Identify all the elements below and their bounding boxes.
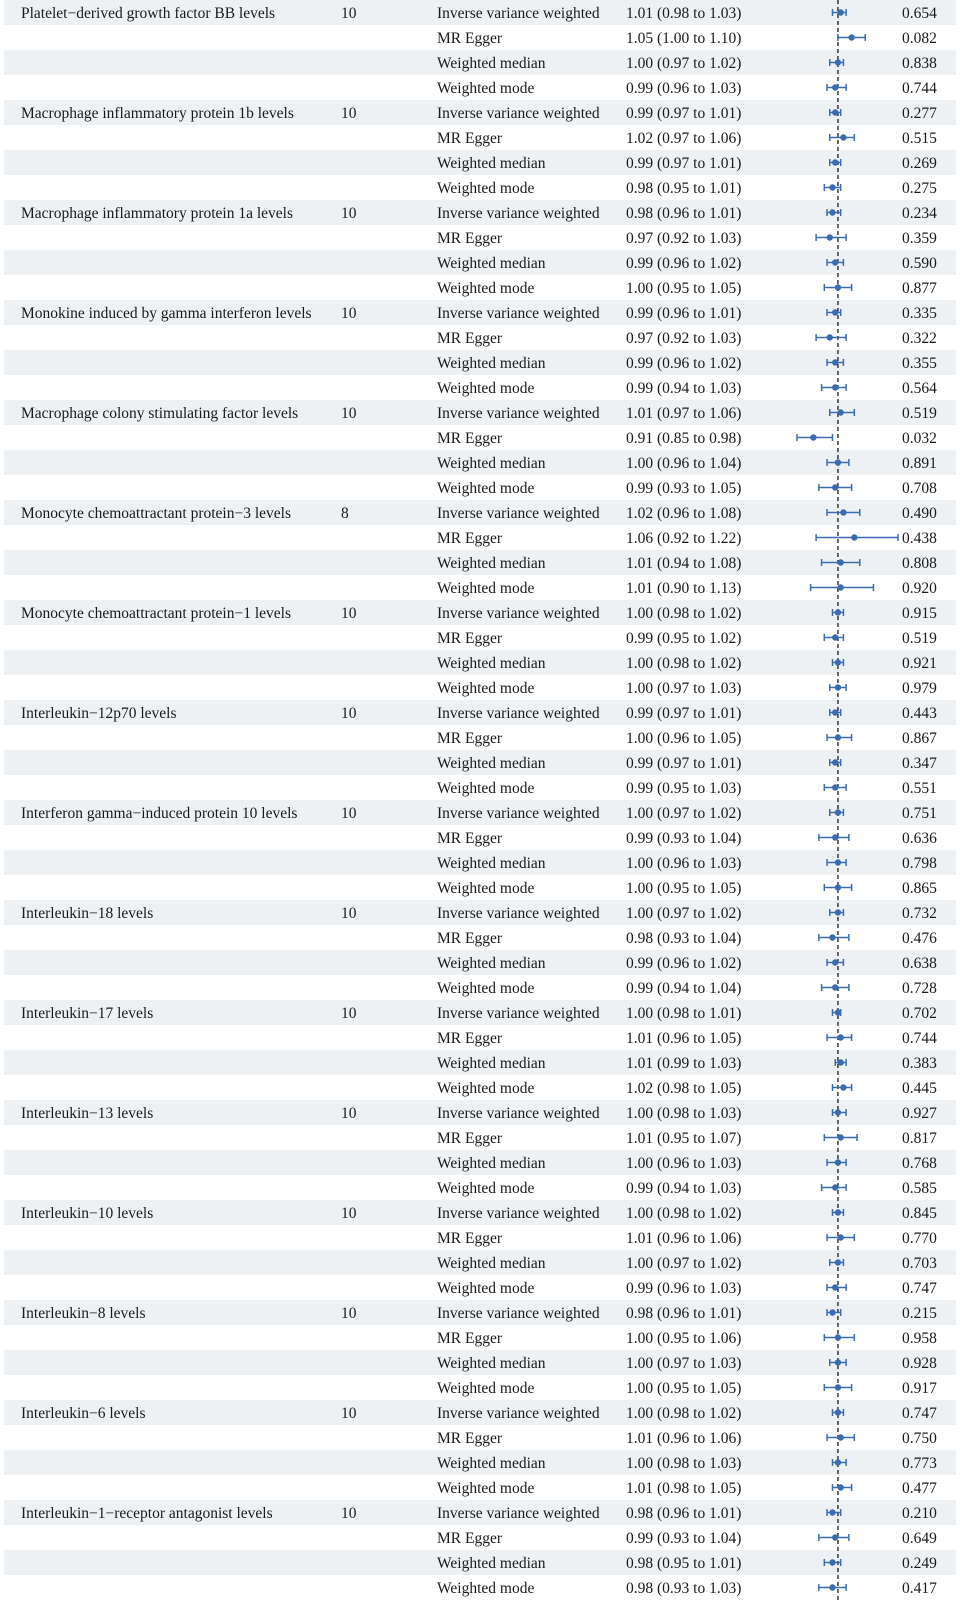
p-value: 0.443 — [902, 705, 937, 722]
method-label: Weighted mode — [437, 180, 535, 197]
method-label: Weighted mode — [437, 1380, 535, 1397]
or-ci-value: 1.00 (0.98 to 1.02) — [626, 1205, 742, 1222]
point-estimate — [832, 759, 838, 765]
point-estimate — [829, 1309, 835, 1315]
method-label: MR Egger — [437, 330, 503, 347]
point-estimate — [832, 109, 838, 115]
p-value: 0.490 — [902, 505, 937, 522]
p-value: 0.838 — [902, 55, 937, 72]
nsnp-value: 10 — [341, 705, 357, 722]
or-ci-value: 1.00 (0.96 to 1.05) — [626, 730, 742, 747]
or-ci-value: 0.99 (0.94 to 1.04) — [626, 980, 742, 997]
or-ci-value: 0.98 (0.95 to 1.01) — [626, 1555, 742, 1572]
p-value: 0.744 — [902, 80, 937, 97]
p-value: 0.773 — [902, 1455, 937, 1472]
p-value: 0.770 — [902, 1230, 937, 1247]
or-ci-value: 1.00 (0.95 to 1.05) — [626, 880, 742, 897]
method-label: Weighted mode — [437, 1080, 535, 1097]
point-estimate — [835, 459, 841, 465]
method-label: Inverse variance weighted — [437, 1505, 600, 1522]
or-ci-value: 0.99 (0.96 to 1.02) — [626, 955, 742, 972]
point-estimate — [837, 559, 843, 565]
or-ci-value: 1.06 (0.92 to 1.22) — [626, 530, 742, 547]
method-label: MR Egger — [437, 1130, 503, 1147]
method-label: Weighted median — [437, 355, 546, 372]
point-estimate — [835, 1334, 841, 1340]
p-value: 0.751 — [902, 805, 937, 822]
or-ci-value: 1.01 (0.98 to 1.03) — [626, 5, 742, 22]
or-ci-value: 1.01 (0.90 to 1.13) — [626, 580, 742, 597]
or-ci-value: 0.99 (0.96 to 1.02) — [626, 355, 742, 372]
point-estimate — [835, 659, 841, 665]
point-estimate — [832, 709, 838, 715]
p-value: 0.515 — [902, 130, 937, 147]
p-value: 0.519 — [902, 405, 937, 422]
or-ci-value: 1.00 (0.95 to 1.05) — [626, 1380, 742, 1397]
method-label: MR Egger — [437, 630, 503, 647]
or-ci-value: 0.99 (0.95 to 1.02) — [626, 630, 742, 647]
or-ci-value: 1.00 (0.95 to 1.05) — [626, 280, 742, 297]
method-label: Inverse variance weighted — [437, 805, 600, 822]
or-ci-value: 0.99 (0.95 to 1.03) — [626, 780, 742, 797]
method-label: Inverse variance weighted — [437, 1405, 600, 1422]
point-estimate — [837, 1134, 843, 1140]
point-estimate — [832, 484, 838, 490]
method-label: Weighted median — [437, 855, 546, 872]
method-label: Weighted mode — [437, 1480, 535, 1497]
method-label: Weighted median — [437, 155, 546, 172]
exposure-label: Interleukin−12p70 levels — [21, 705, 177, 722]
or-ci-value: 1.00 (0.97 to 1.02) — [626, 1255, 742, 1272]
method-label: Weighted mode — [437, 1280, 535, 1297]
or-ci-value: 1.01 (0.98 to 1.05) — [626, 1480, 742, 1497]
point-estimate — [835, 1459, 841, 1465]
point-estimate — [837, 1434, 843, 1440]
exposure-label: Macrophage inflammatory protein 1b levels — [21, 105, 294, 122]
point-estimate — [832, 634, 838, 640]
method-label: MR Egger — [437, 1530, 503, 1547]
p-value: 0.215 — [902, 1305, 937, 1322]
p-value: 0.210 — [902, 1505, 937, 1522]
p-value: 0.798 — [902, 855, 937, 872]
point-estimate — [835, 1009, 841, 1015]
method-label: Weighted mode — [437, 480, 535, 497]
p-value: 0.551 — [902, 780, 937, 797]
or-ci-value: 0.99 (0.94 to 1.03) — [626, 380, 742, 397]
exposure-label: Interleukin−1−receptor antagonist levels — [21, 1505, 273, 1522]
method-label: Inverse variance weighted — [437, 505, 600, 522]
or-ci-value: 1.00 (0.97 to 1.02) — [626, 905, 742, 922]
method-label: Weighted median — [437, 1355, 546, 1372]
point-estimate — [829, 1509, 835, 1515]
or-ci-value: 0.99 (0.96 to 1.03) — [626, 80, 742, 97]
point-estimate — [835, 884, 841, 890]
p-value: 0.927 — [902, 1105, 937, 1122]
p-value: 0.636 — [902, 830, 937, 847]
method-label: Weighted mode — [437, 780, 535, 797]
or-ci-value: 1.00 (0.98 to 1.03) — [626, 1455, 742, 1472]
method-label: MR Egger — [437, 130, 503, 147]
point-estimate — [832, 984, 838, 990]
nsnp-value: 10 — [341, 1405, 357, 1422]
method-label: Inverse variance weighted — [437, 405, 600, 422]
exposure-label: Interleukin−13 levels — [21, 1105, 154, 1122]
point-estimate — [832, 1534, 838, 1540]
point-estimate — [837, 1059, 843, 1065]
point-estimate — [829, 934, 835, 940]
method-label: MR Egger — [437, 1330, 503, 1347]
exposure-label: Macrophage inflammatory protein 1a levels — [21, 205, 294, 222]
or-ci-value: 1.00 (0.96 to 1.04) — [626, 455, 742, 472]
p-value: 0.708 — [902, 480, 937, 497]
p-value: 0.808 — [902, 555, 937, 572]
or-ci-value: 1.01 (0.97 to 1.06) — [626, 405, 742, 422]
method-label: Inverse variance weighted — [437, 105, 600, 122]
or-ci-value: 0.99 (0.96 to 1.01) — [626, 305, 742, 322]
method-label: Inverse variance weighted — [437, 305, 600, 322]
point-estimate — [840, 1084, 846, 1090]
nsnp-value: 10 — [341, 805, 357, 822]
point-estimate — [835, 1209, 841, 1215]
p-value: 0.275 — [902, 180, 937, 197]
method-label: Weighted median — [437, 1055, 546, 1072]
point-estimate — [851, 534, 857, 540]
p-value: 0.877 — [902, 280, 937, 297]
nsnp-value: 10 — [341, 105, 357, 122]
or-ci-value: 0.99 (0.93 to 1.04) — [626, 1530, 742, 1547]
p-value: 0.417 — [902, 1580, 937, 1597]
p-value: 0.703 — [902, 1255, 937, 1272]
nsnp-value: 10 — [341, 1005, 357, 1022]
method-label: Inverse variance weighted — [437, 5, 600, 22]
or-ci-value: 0.99 (0.93 to 1.05) — [626, 480, 742, 497]
point-estimate — [837, 9, 843, 15]
point-estimate — [835, 809, 841, 815]
p-value: 0.269 — [902, 155, 937, 172]
exposure-label: Interleukin−18 levels — [21, 905, 154, 922]
point-estimate — [835, 1384, 841, 1390]
point-estimate — [848, 34, 854, 40]
method-label: Weighted median — [437, 1555, 546, 1572]
nsnp-value: 10 — [341, 205, 357, 222]
or-ci-value: 1.00 (0.96 to 1.03) — [626, 1155, 742, 1172]
or-ci-value: 0.99 (0.96 to 1.02) — [626, 255, 742, 272]
or-ci-value: 0.98 (0.95 to 1.01) — [626, 180, 742, 197]
method-label: MR Egger — [437, 930, 503, 947]
p-value: 0.638 — [902, 955, 937, 972]
nsnp-value: 10 — [341, 405, 357, 422]
or-ci-value: 1.02 (0.96 to 1.08) — [626, 505, 742, 522]
or-ci-value: 1.00 (0.97 to 1.02) — [626, 55, 742, 72]
point-estimate — [832, 259, 838, 265]
method-label: Weighted mode — [437, 680, 535, 697]
method-label: MR Egger — [437, 730, 503, 747]
point-estimate — [829, 209, 835, 215]
method-label: Inverse variance weighted — [437, 1105, 600, 1122]
exposure-label: Macrophage colony stimulating factor levels — [21, 405, 299, 422]
method-label: Weighted median — [437, 1255, 546, 1272]
method-label: Weighted mode — [437, 280, 535, 297]
p-value: 0.744 — [902, 1030, 937, 1047]
or-ci-value: 1.00 (0.96 to 1.03) — [626, 855, 742, 872]
nsnp-value: 10 — [341, 1205, 357, 1222]
or-ci-value: 0.99 (0.97 to 1.01) — [626, 105, 742, 122]
p-value: 0.747 — [902, 1280, 937, 1297]
p-value: 0.979 — [902, 680, 937, 697]
p-value: 0.277 — [902, 105, 937, 122]
point-estimate — [832, 784, 838, 790]
point-estimate — [835, 909, 841, 915]
p-value: 0.322 — [902, 330, 937, 347]
p-value: 0.920 — [902, 580, 937, 597]
exposure-label: Interleukin−6 levels — [21, 1405, 146, 1422]
point-estimate — [835, 859, 841, 865]
method-label: Weighted mode — [437, 880, 535, 897]
or-ci-value: 1.01 (0.95 to 1.07) — [626, 1130, 742, 1147]
method-label: Weighted median — [437, 55, 546, 72]
or-ci-value: 0.91 (0.85 to 0.98) — [626, 430, 742, 447]
p-value: 0.359 — [902, 230, 937, 247]
exposure-label: Platelet−derived growth factor BB levels — [21, 5, 276, 22]
p-value: 0.867 — [902, 730, 937, 747]
point-estimate — [840, 509, 846, 515]
p-value: 0.519 — [902, 630, 937, 647]
or-ci-value: 1.00 (0.97 to 1.03) — [626, 680, 742, 697]
point-estimate — [835, 1259, 841, 1265]
method-label: Weighted median — [437, 755, 546, 772]
or-ci-value: 0.98 (0.96 to 1.01) — [626, 1505, 742, 1522]
or-ci-value: 1.00 (0.98 to 1.02) — [626, 605, 742, 622]
or-ci-value: 1.01 (0.96 to 1.06) — [626, 1430, 742, 1447]
method-label: Inverse variance weighted — [437, 1005, 600, 1022]
nsnp-value: 10 — [341, 1305, 357, 1322]
method-label: MR Egger — [437, 430, 503, 447]
nsnp-value: 10 — [341, 1505, 357, 1522]
point-estimate — [832, 384, 838, 390]
point-estimate — [835, 1109, 841, 1115]
p-value: 0.585 — [902, 1180, 937, 1197]
p-value: 0.347 — [902, 755, 937, 772]
exposure-label: Interleukin−8 levels — [21, 1305, 146, 1322]
or-ci-value: 0.99 (0.96 to 1.03) — [626, 1280, 742, 1297]
method-label: Weighted mode — [437, 1580, 535, 1597]
nsnp-value: 8 — [341, 505, 349, 522]
p-value: 0.891 — [902, 455, 937, 472]
method-label: Weighted median — [437, 555, 546, 572]
nsnp-value: 10 — [341, 1105, 357, 1122]
method-label: Weighted mode — [437, 1180, 535, 1197]
method-label: MR Egger — [437, 1430, 503, 1447]
method-label: Weighted median — [437, 955, 546, 972]
or-ci-value: 1.00 (0.98 to 1.01) — [626, 1005, 742, 1022]
or-ci-value: 0.98 (0.96 to 1.01) — [626, 205, 742, 222]
p-value: 0.590 — [902, 255, 937, 272]
point-estimate — [832, 834, 838, 840]
or-ci-value: 0.99 (0.97 to 1.01) — [626, 755, 742, 772]
or-ci-value: 1.01 (0.96 to 1.05) — [626, 1030, 742, 1047]
point-estimate — [837, 1484, 843, 1490]
p-value: 0.445 — [902, 1080, 937, 1097]
point-estimate — [837, 1034, 843, 1040]
or-ci-value: 0.98 (0.93 to 1.03) — [626, 1580, 742, 1597]
point-estimate — [832, 84, 838, 90]
point-estimate — [835, 609, 841, 615]
method-label: Weighted mode — [437, 980, 535, 997]
p-value: 0.728 — [902, 980, 937, 997]
method-label: MR Egger — [437, 830, 503, 847]
exposure-label: Interleukin−17 levels — [21, 1005, 154, 1022]
p-value: 0.476 — [902, 930, 937, 947]
p-value: 0.249 — [902, 1555, 937, 1572]
or-ci-value: 1.01 (0.96 to 1.06) — [626, 1230, 742, 1247]
or-ci-value: 1.00 (0.95 to 1.06) — [626, 1330, 742, 1347]
method-label: Weighted mode — [437, 580, 535, 597]
p-value: 0.845 — [902, 1205, 937, 1222]
point-estimate — [832, 159, 838, 165]
point-estimate — [832, 959, 838, 965]
point-estimate — [835, 284, 841, 290]
exposure-label: Monokine induced by gamma interferon levels — [21, 305, 312, 322]
p-value: 0.702 — [902, 1005, 937, 1022]
point-estimate — [835, 59, 841, 65]
point-estimate — [835, 1159, 841, 1165]
p-value: 0.082 — [902, 30, 937, 47]
point-estimate — [835, 734, 841, 740]
or-ci-value: 0.97 (0.92 to 1.03) — [626, 330, 742, 347]
point-estimate — [829, 1559, 835, 1565]
method-label: Inverse variance weighted — [437, 905, 600, 922]
point-estimate — [829, 1584, 835, 1590]
p-value: 0.768 — [902, 1155, 937, 1172]
exposure-label: Interleukin−10 levels — [21, 1205, 154, 1222]
or-ci-value: 1.01 (0.99 to 1.03) — [626, 1055, 742, 1072]
or-ci-value: 1.01 (0.94 to 1.08) — [626, 555, 742, 572]
method-label: Weighted mode — [437, 80, 535, 97]
exposure-label: Monocyte chemoattractant protein−1 levels — [21, 605, 291, 622]
or-ci-value: 1.00 (0.98 to 1.02) — [626, 1405, 742, 1422]
point-estimate — [832, 1284, 838, 1290]
p-value: 0.958 — [902, 1330, 937, 1347]
or-ci-value: 0.99 (0.94 to 1.03) — [626, 1180, 742, 1197]
point-estimate — [832, 1184, 838, 1190]
method-label: Weighted median — [437, 455, 546, 472]
p-value: 0.865 — [902, 880, 937, 897]
exposure-label: Interferon gamma−induced protein 10 levels — [21, 805, 298, 822]
or-ci-value: 0.98 (0.96 to 1.01) — [626, 1305, 742, 1322]
nsnp-value: 10 — [341, 305, 357, 322]
p-value: 0.335 — [902, 305, 937, 322]
p-value: 0.032 — [902, 430, 937, 447]
p-value: 0.234 — [902, 205, 937, 222]
point-estimate — [829, 184, 835, 190]
nsnp-value: 10 — [341, 605, 357, 622]
point-estimate — [837, 1234, 843, 1240]
or-ci-value: 0.99 (0.97 to 1.01) — [626, 155, 742, 172]
p-value: 0.928 — [902, 1355, 937, 1372]
method-label: MR Egger — [437, 30, 503, 47]
point-estimate — [837, 584, 843, 590]
method-label: Inverse variance weighted — [437, 605, 600, 622]
method-label: Weighted median — [437, 1155, 546, 1172]
or-ci-value: 0.99 (0.97 to 1.01) — [626, 705, 742, 722]
or-ci-value: 0.98 (0.93 to 1.04) — [626, 930, 742, 947]
point-estimate — [827, 334, 833, 340]
method-label: Weighted mode — [437, 380, 535, 397]
p-value: 0.917 — [902, 1380, 937, 1397]
method-label: MR Egger — [437, 1230, 503, 1247]
point-estimate — [840, 134, 846, 140]
p-value: 0.915 — [902, 605, 937, 622]
or-ci-value: 1.02 (0.97 to 1.06) — [626, 130, 742, 147]
method-label: Inverse variance weighted — [437, 1205, 600, 1222]
point-estimate — [837, 409, 843, 415]
or-ci-value: 1.00 (0.98 to 1.02) — [626, 655, 742, 672]
point-estimate — [810, 434, 816, 440]
method-label: Weighted median — [437, 655, 546, 672]
method-label: MR Egger — [437, 230, 503, 247]
method-label: Inverse variance weighted — [437, 205, 600, 222]
method-label: MR Egger — [437, 1030, 503, 1047]
point-estimate — [835, 1359, 841, 1365]
point-estimate — [832, 359, 838, 365]
p-value: 0.817 — [902, 1130, 937, 1147]
point-estimate — [835, 1409, 841, 1415]
p-value: 0.750 — [902, 1430, 937, 1447]
method-label: Inverse variance weighted — [437, 1305, 600, 1322]
or-ci-value: 1.02 (0.98 to 1.05) — [626, 1080, 742, 1097]
p-value: 0.732 — [902, 905, 937, 922]
or-ci-value: 1.00 (0.98 to 1.03) — [626, 1105, 742, 1122]
method-label: Weighted median — [437, 1455, 546, 1472]
p-value: 0.921 — [902, 655, 937, 672]
or-ci-value: 0.99 (0.93 to 1.04) — [626, 830, 742, 847]
method-label: Weighted median — [437, 255, 546, 272]
p-value: 0.438 — [902, 530, 937, 547]
or-ci-value: 0.97 (0.92 to 1.03) — [626, 230, 742, 247]
p-value: 0.477 — [902, 1480, 937, 1497]
or-ci-value: 1.00 (0.97 to 1.02) — [626, 805, 742, 822]
p-value: 0.654 — [902, 5, 937, 22]
method-label: MR Egger — [437, 530, 503, 547]
or-ci-value: 1.00 (0.97 to 1.03) — [626, 1355, 742, 1372]
or-ci-value: 1.05 (1.00 to 1.10) — [626, 30, 742, 47]
p-value: 0.649 — [902, 1530, 937, 1547]
point-estimate — [827, 234, 833, 240]
nsnp-value: 10 — [341, 905, 357, 922]
exposure-label: Monocyte chemoattractant protein−3 levels — [21, 505, 291, 522]
p-value: 0.564 — [902, 380, 937, 397]
p-value: 0.747 — [902, 1405, 937, 1422]
p-value: 0.355 — [902, 355, 937, 372]
nsnp-value: 10 — [341, 5, 357, 22]
point-estimate — [832, 309, 838, 315]
method-label: Inverse variance weighted — [437, 705, 600, 722]
p-value: 0.383 — [902, 1055, 937, 1072]
point-estimate — [835, 684, 841, 690]
